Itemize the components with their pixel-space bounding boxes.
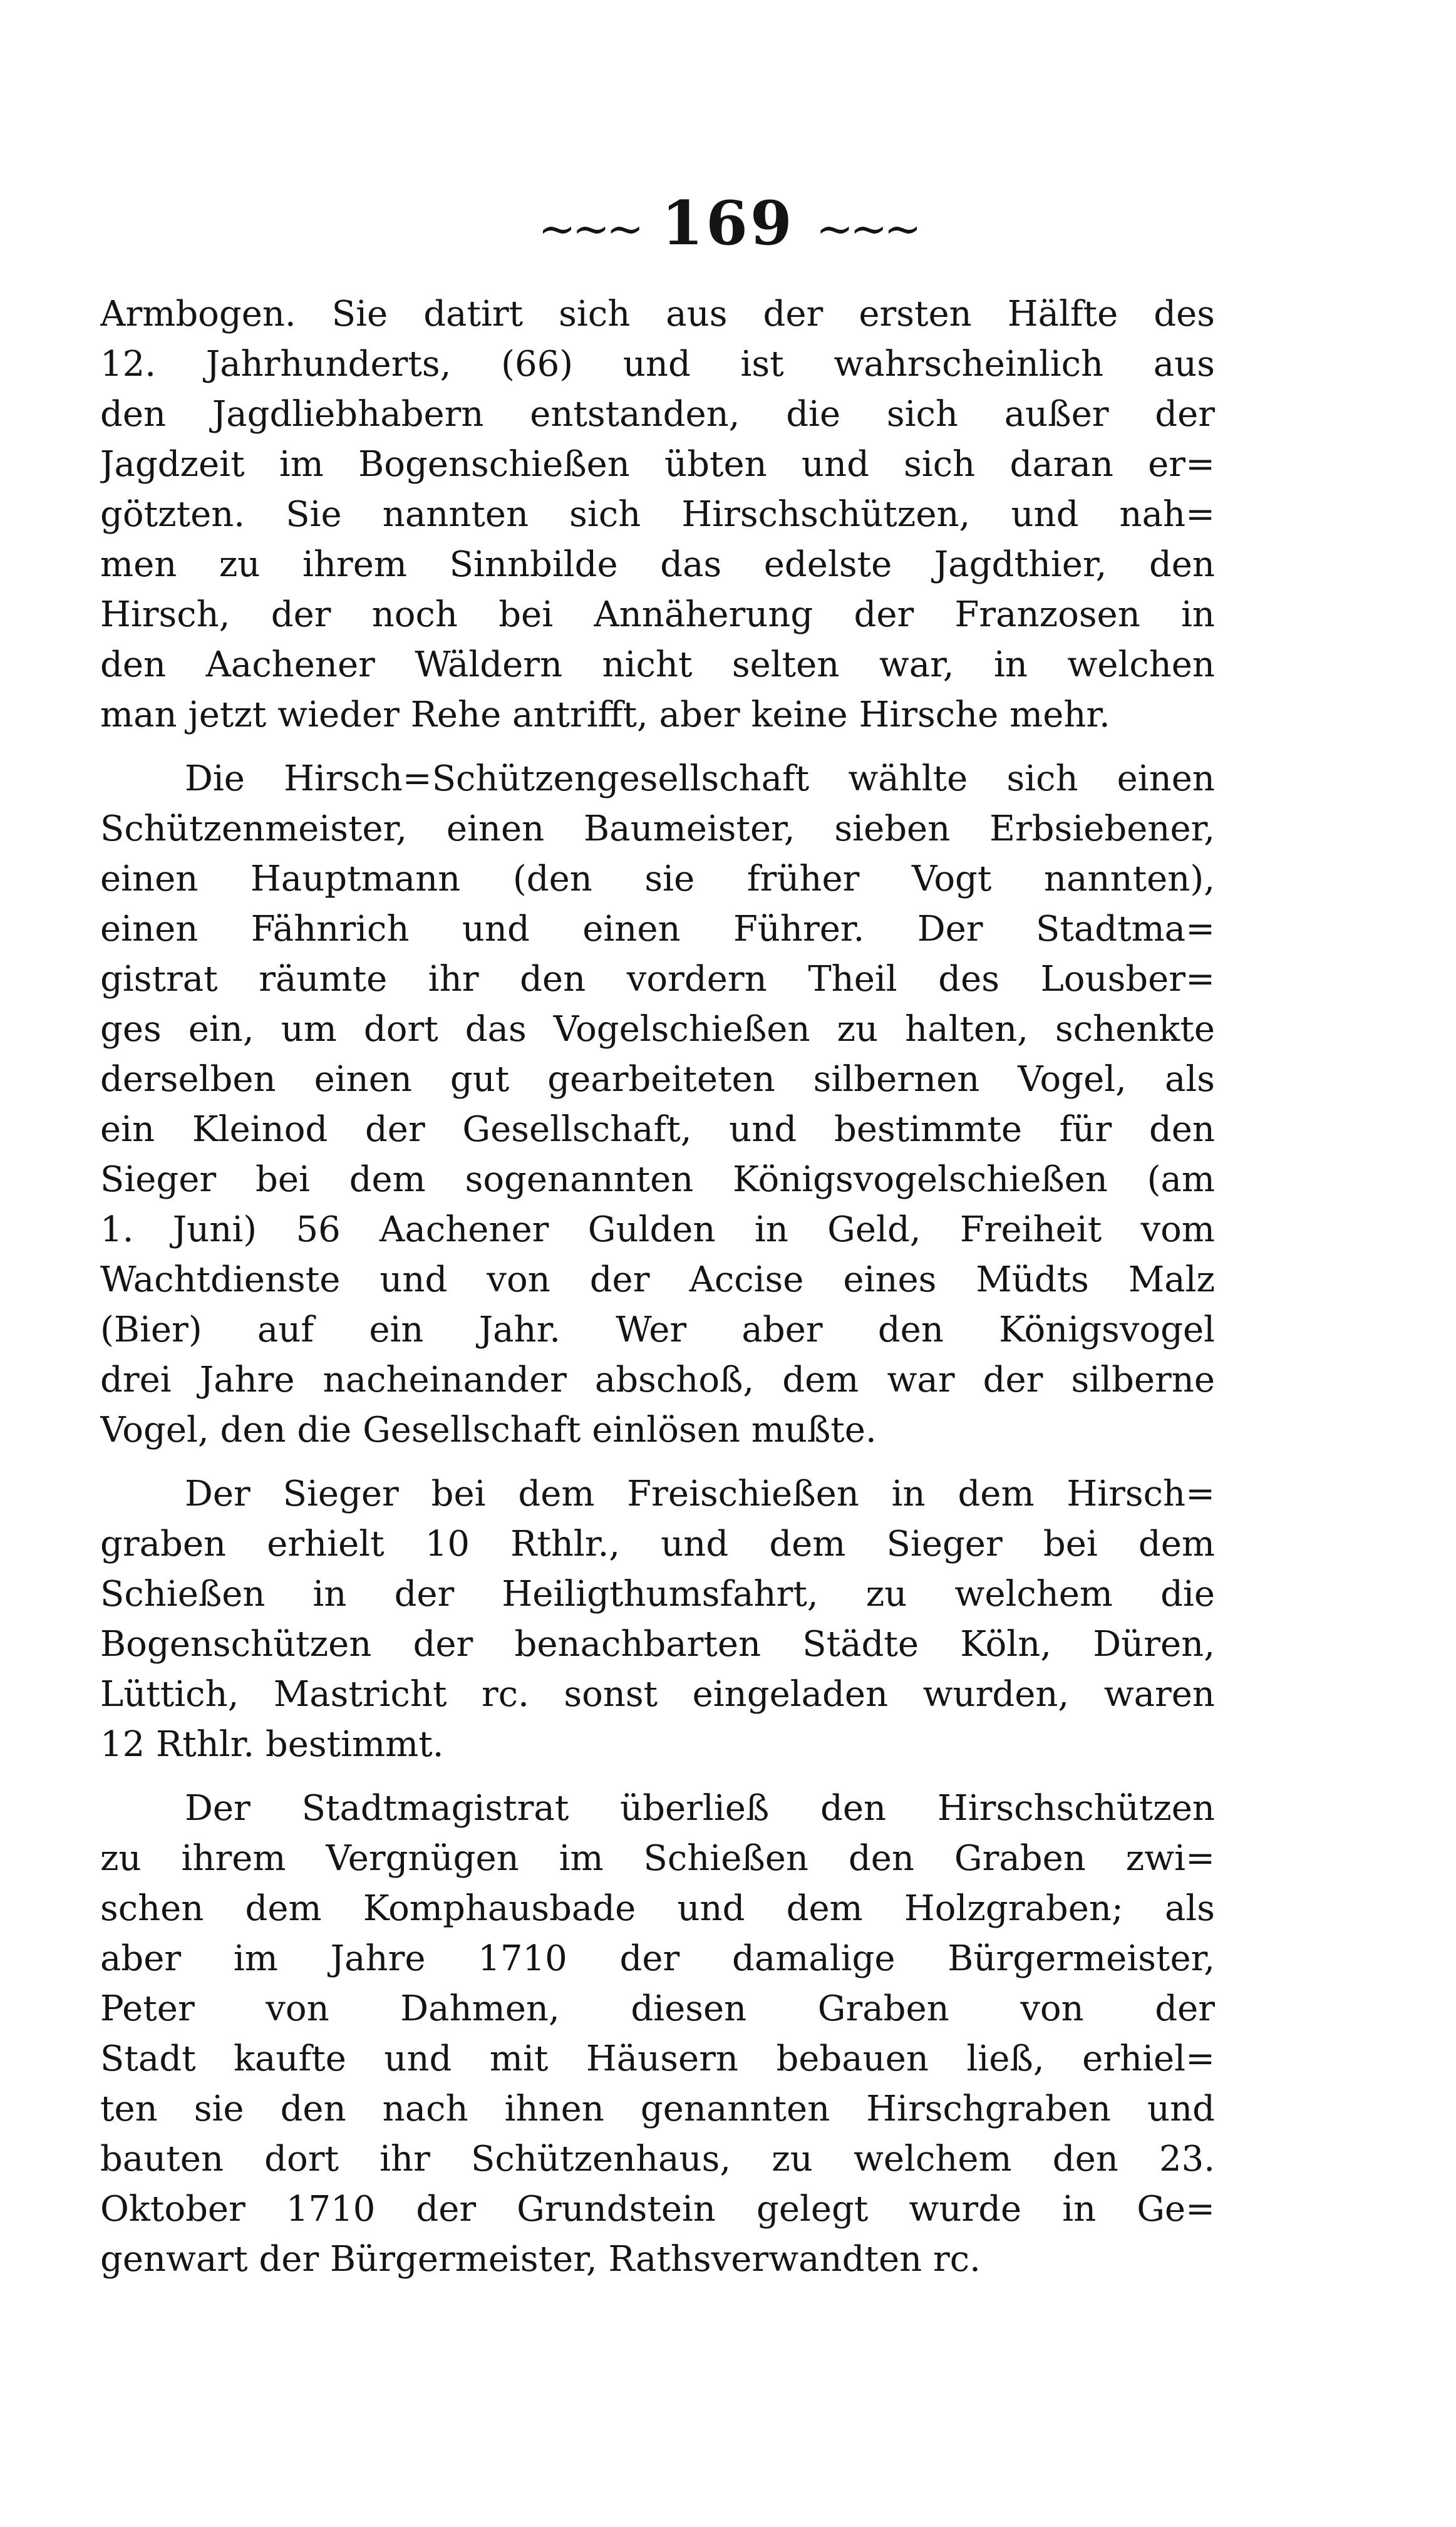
text-line: 1. Juni) 56 Aachener Gulden in Geld, Freiheit vom [100, 1209, 1215, 1250]
text-line: 12. Jahrhunderts, (66) und ist wahrscheinlich aus [100, 344, 1215, 385]
paragraph-gap [100, 740, 1215, 754]
text-line: genwart der Bürgermeister, Rathsverwandten rc. [100, 2239, 981, 2280]
ornament-left: ~~~ [538, 202, 641, 255]
text-line: Wachtdienste und von der Accise eines Müdts Malz [100, 1259, 1215, 1300]
text-line: graben erhielt 10 Rthlr., und dem Sieger bei dem [100, 1524, 1215, 1564]
text-line: bauten dort ihr Schützenhaus, zu welchem den 23. [100, 2139, 1215, 2179]
paragraph [100, 1784, 1215, 2285]
text-line: Sieger bei dem sogenannten Königsvogelschießen (am [100, 1159, 1215, 1200]
text-line: Schützenmeister, einen Baumeister, sieben Erbsiebener, [100, 809, 1215, 849]
text-line: Lüttich, Mastricht rc. sonst eingeladen wurden, waren [100, 1674, 1215, 1715]
page-header [0, 188, 1456, 259]
text-line: Hirsch, der noch bei Annäherung der Franzosen in [100, 594, 1215, 635]
text-line: aber im Jahre 1710 der damalige Bürgermeister, [100, 1938, 1215, 1979]
text-line: Armbogen. Sie datirt sich aus der ersten Hälfte des [100, 294, 1215, 334]
text-line: Stadt kaufte und mit Häusern bebauen ließ, erhiel= [100, 2039, 1215, 2079]
text-line: götzten. Sie nannten sich Hirschschützen, und nah= [100, 494, 1215, 535]
body-text [100, 289, 1215, 2285]
text-line: drei Jahre nacheinander abschoß, dem war der silberne [100, 1360, 1215, 1400]
text-line: Schießen in der Heiligthumsfahrt, zu welchem die [100, 1574, 1215, 1615]
text-line: den Aachener Wäldern nicht selten war, in welchen [100, 644, 1215, 685]
text-line: gistrat räumte ihr den vordern Theil des Lousber= [100, 959, 1215, 1000]
paragraph [100, 1469, 1215, 1770]
text-line: schen dem Komphausbade und dem Holzgraben; als [100, 1888, 1215, 1929]
paragraph [100, 289, 1215, 740]
text-line: einen Fähnrich und einen Führer. Der Stadtma= [100, 909, 1215, 949]
text-line: ges ein, um dort das Vogelschießen zu halten, schenkte [100, 1009, 1215, 1050]
text-line: man jetzt wieder Rehe antrifft, aber keine Hirsche mehr. [100, 695, 1110, 735]
text-line: Bogenschützen der benachbarten Städte Köln, Düren, [100, 1624, 1215, 1665]
text-line: Der Sieger bei dem Freischießen in dem Hirsch= [185, 1474, 1215, 1514]
paragraph-gap [100, 1770, 1215, 1784]
text-line: ten sie den nach ihnen genannten Hirschgraben und [100, 2089, 1215, 2129]
text-line: (Bier) auf ein Jahr. Wer aber den Königsvogel [100, 1310, 1215, 1350]
paragraph-gap [100, 1455, 1215, 1469]
text-line: Vogel, den die Gesellschaft einlösen mußte. [100, 1410, 877, 1450]
text-line: Peter von Dahmen, diesen Graben von der [100, 1988, 1215, 2029]
page-number: 169 [661, 188, 795, 259]
text-line: ein Kleinod der Gesellschaft, und bestimmte für den [100, 1109, 1215, 1150]
text-line: derselben einen gut gearbeiteten silbernen Vogel, als [100, 1059, 1215, 1100]
text-line: einen Hauptmann (den sie früher Vogt nannten), [100, 859, 1215, 899]
ornament-right: ~~~ [815, 202, 918, 255]
text-line: Die Hirsch=Schützengesellschaft wählte sich einen [185, 758, 1215, 799]
text-line: Jagdzeit im Bogenschießen übten und sich daran er= [100, 444, 1215, 485]
text-line: 12 Rthlr. bestimmt. [100, 1724, 444, 1765]
paragraph [100, 754, 1215, 1455]
text-line: zu ihrem Vergnügen im Schießen den Graben zwi= [100, 1838, 1215, 1879]
text-line: Oktober 1710 der Grundstein gelegt wurde in Ge= [100, 2189, 1215, 2230]
text-line: den Jagdliebhabern entstanden, die sich außer der [100, 394, 1215, 435]
text-line: men zu ihrem Sinnbilde das edelste Jagdthier, den [100, 544, 1215, 585]
text-line: Der Stadtmagistrat überließ den Hirschschützen [185, 1788, 1215, 1829]
